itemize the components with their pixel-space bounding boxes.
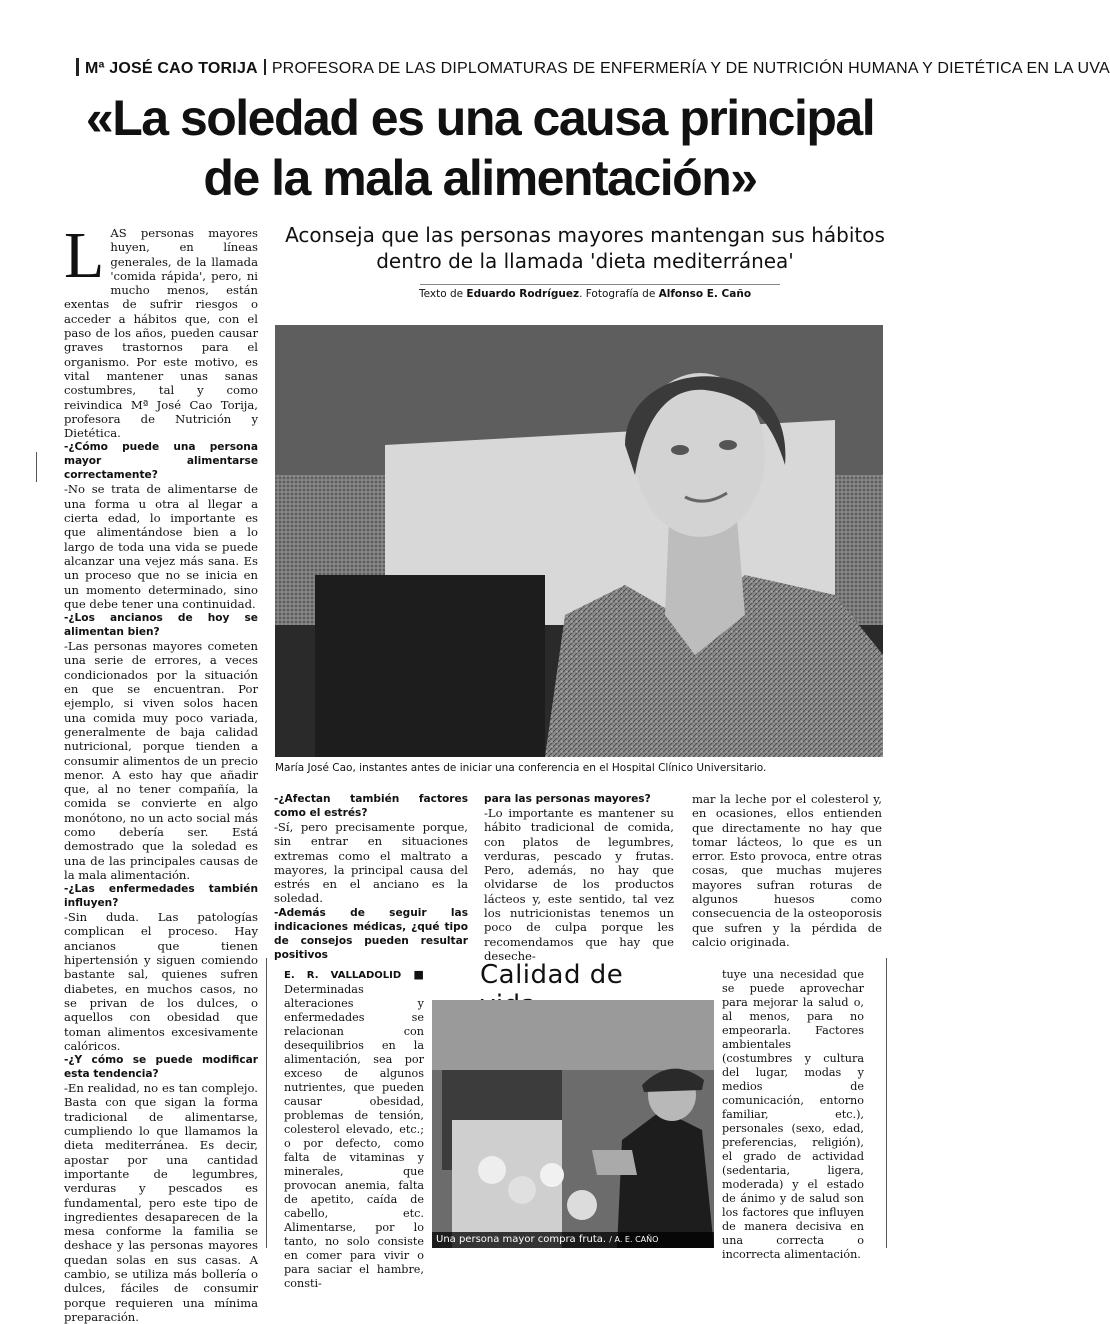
sidebar-body-left: Determinadas alteraciones y enfermedades se relacionan con desequilibrios en la alimentación, sea por exceso de algunos nutrientes, que pueden causar obesidad, problemas de tensión, colesterol elevado, etc.; o por defecto, como falta de vitaminas y minerales, que provocan anemia, falta de apetito, caída de cabello, etc. Alimentarse, por lo tanto, no solo consiste en comer para vivir o para saciar el hambre, consti- [284,983,424,1290]
sidebar-photo-caption [432,1232,714,1248]
answer-4: -En realidad, no es tan complejo. Basta con que sigan la forma tradicional de alimentarse, cumpliendo lo que llamamos la dieta mediterránea. Es decir, apostar por una cantidad importante de legumbres, verduras y pescados es fundamental, pero este tipo de ingredientes desaparecen de la mesa conforme la familia se deshace y las personas mayores quedan solas en sus casas. A cambio, se utiliza más bollería o dulces, fáciles de consumir porque requieren una mínima preparación. [64,1081,258,1324]
column-1 [64,219,258,1324]
headline [80,88,880,208]
sidebar-title: Calidad de [480,960,624,990]
answer-1: -No se trata de alimentarse de una forma u otra al llegar a cierta edad, lo importante es que alimentándose bien a lo largo de toda una vida se puede alcanzar una vejez más sana. Es un proceso que no se inicia en un momento determinado, sino que debe tener una continuidad. [64,482,258,611]
answer-2: -Las personas mayores cometen una serie de errores, a veces condicionados por la situación en que se encuentran. Por ejemplo, si viven solos hacen una comida muy poco variada, generalmente de baja calidad nutricional, porque tienden a consumir alimentos de un precio menor. A esto hay que añadir que, al no tener compañía, la comida se convierte en algo monótono, no un acto social más como debería ser. Está demostrado que la soledad es una de las principales causas de la mala alimentación. [64,639,258,882]
drop-cap: L [64,219,105,292]
answer-6: -Lo importante es mantener su hábito tradicional de comida, con platos de legumbres, verduras, pescado y frutas. Pero, además, no hay que olvidarse de los productos lácteos y, este sentido, tal vez los nutricionistas tenemos un poco de culpa porque les recomendamos que hay que deseche- [484,806,674,963]
main-photo-caption: María José Cao, instantes antes de iniciar una conferencia en el Hospital Clínico Universitario. [275,762,767,774]
headline-line-2: de la mala alimentación» [203,150,757,206]
column-3 [484,792,674,963]
question-4: -¿Y cómo se puede modificar esta tendencia? [64,1054,258,1081]
headline-line-1: «La soledad es una causa principal [85,90,875,146]
answer-3: -Sin duda. Las patologías complican el proceso. Hay ancianos que tienen hipertensión y siguen comiendo bastante sal, quienes sufren diabetes, en muchos casos, no se privan de los dulces, o aquellos con obesidad que toman alimentos excesivamente calóricos. [64,910,258,1053]
question-5: -¿Afectan también factores como el estrés? [274,793,468,819]
question-1: -¿Cómo puede una persona mayor alimentarse correctamente? [64,441,258,482]
intro-paragraph: AS personas mayores huyen, en líneas generales, de la llamada 'comida rápida', pero, ni mucho menos, están exentas de sufrir riesgos o acceder a hábitos que, con el paso de los años, pueden causar graves trastornos para el organismo. Por este motivo, es vital mantener unas sanas costumbres, tal y como reivindica Mª José Cao Torija, profesora de Nutrición y Dietética. [64,226,258,441]
question-3: -¿Las enfermedades también influyen? [64,883,258,910]
byline-photographer: Alfonso E. Caño [658,288,752,300]
answer-5: -Sí, pero precisamente porque, sin entrar en situaciones extremas como el maltrato a mayores, la principal causa del estrés en el anciano es la soledad. [274,820,468,906]
column-4 [692,792,882,949]
sidebar-left-column [284,968,424,1291]
answer-6-end: mar la leche por el colesterol y, en ocasiones, ellos entienden que directamente no hay que tomar lácteos, lo que es un error. Esto provoca, entre otras cosas, que muchas mujeres mayores sufran roturas de algunos huesos como consecuencia de la osteoporosis que sufren y la pérdida de calcio originada. [692,792,882,949]
sidebar-photo-caption-text: Una persona mayor compra fruta. [436,1234,607,1245]
column-2 [274,792,468,962]
question-6: -Además de seguir las indicaciones médicas, ¿qué tipo de consejos pueden resultar positivos [274,906,468,961]
sidebar-square-glyph: ■ [401,968,424,981]
question-6-end: para las personas mayores? [484,793,651,805]
byline-text-prefix: Texto de [418,288,467,300]
sidebar-left-rule [266,958,267,1248]
kicker-separator [264,59,266,75]
sidebar-photo [432,1000,714,1248]
kicker-bar [76,58,79,76]
margin-mark [36,452,37,482]
sidebar-dateline: E. R. VALLADOLID [284,970,402,981]
question-2: -¿Los ancianos de hoy se alimentan bien? [64,612,258,639]
subheadline: Aconseja que las personas mayores mantengan sus hábitos dentro de la llamada 'dieta mediterránea' [285,223,885,273]
interviewee-role: PROFESORA DE LAS DIPLOMATURAS DE ENFERMERÍA Y DE NUTRICIÓN HUMANA Y DIETÉTICA EN LA UVA [271,60,1110,77]
byline [270,288,900,300]
sidebar-right-column [722,968,864,1262]
byline-author: Eduardo Rodríguez [466,288,580,300]
interviewee-name: Mª JOSÉ CAO TORIJA [85,60,258,77]
main-photo [275,325,883,757]
sidebar-photo-credit: / A. E. CAÑO [609,1235,659,1244]
kicker [76,58,1110,78]
sidebar-body-right: tuye una necesidad que se puede aprovechar para mejorar la salud o, al menos, para no empeorarla. Factores ambientales (costumbres y cultura del lugar, modas y medios de comunicación, entorno familiar, etc.), personales (sexo, edad, preferencias, religión), el grado de actividad (sedentaria, ligera, moderada) y el estado de ánimo y de salud son los factores que influyen de manera decisiva en una correcta o incorrecta alimentación. [722,968,864,1261]
sidebar-right-rule [886,958,887,1248]
byline-rule [420,284,780,285]
byline-photo-prefix: . Fotografía de [579,288,659,300]
